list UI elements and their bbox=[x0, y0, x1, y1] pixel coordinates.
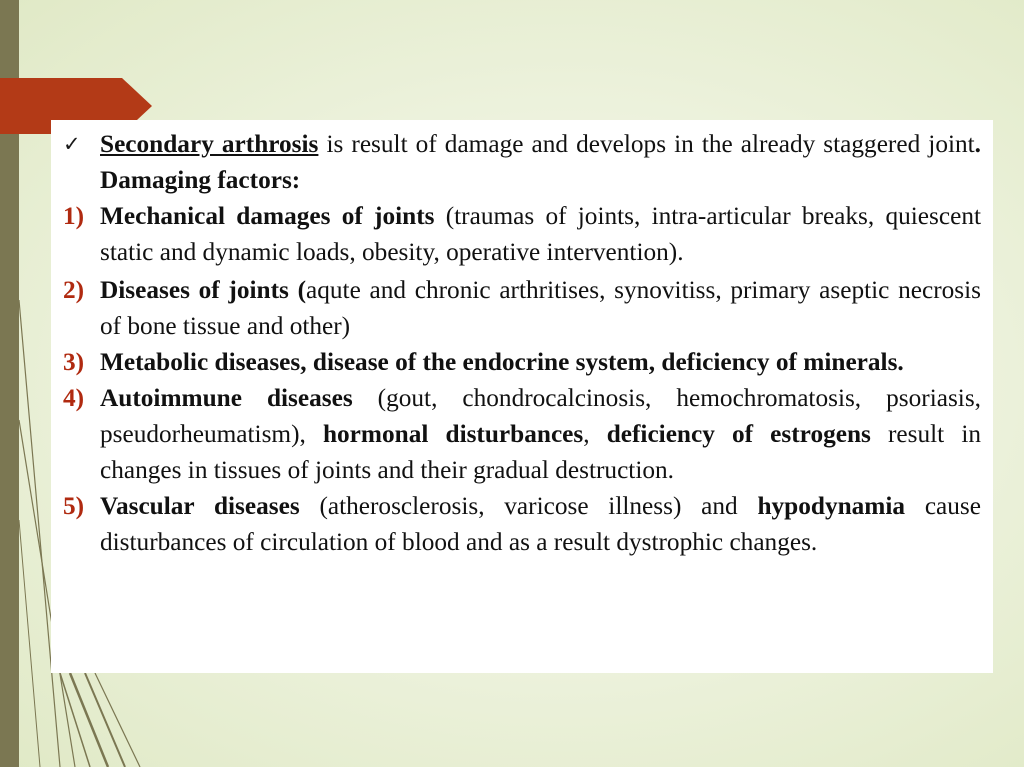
list-item-1 bbox=[63, 198, 981, 270]
intro-term: Secondary arthrosis bbox=[100, 130, 319, 158]
list-marker: 2) bbox=[63, 276, 85, 304]
item-text: (gout, chondrocalcinosis, hemochromatosis, psoriasis, pseudorheumatism), bbox=[100, 384, 981, 448]
item-bold: Metabolic diseases, disease of the endocrine system, deficiency of minerals. bbox=[100, 348, 904, 376]
intro-body: is result of damage and develops in the already staggered joint bbox=[318, 130, 975, 158]
item-text: (traumas of joints, intra-articular breaks, quiescent static and dynamic loads, obesity, operative intervention). bbox=[100, 202, 981, 266]
list-item-4 bbox=[63, 380, 981, 488]
list-marker: 4) bbox=[63, 384, 85, 412]
list-item-2 bbox=[63, 272, 981, 344]
item-text: result in changes in tissues of joints and their gradual destruction. bbox=[100, 420, 981, 484]
item-bold: Vascular diseases bbox=[100, 492, 300, 520]
item-text: aqute and chronic arthritises, synovitiss, primary aseptic necrosis of bone tissue and other) bbox=[100, 276, 981, 340]
item-text: cause disturbances of circulation of blood and as a result dystrophic changes. bbox=[100, 492, 981, 556]
item-bold: Mechanical damages of joints bbox=[100, 202, 435, 230]
item-bold: deficiency of estrogens bbox=[606, 420, 871, 448]
item-text: , bbox=[583, 420, 607, 448]
list-marker: 5) bbox=[63, 492, 85, 520]
check-icon: ✓ bbox=[63, 132, 81, 156]
intro-heading: . Damaging factors: bbox=[100, 130, 981, 194]
intro-text bbox=[100, 126, 981, 198]
item-text: (atherosclerosis, varicose illness) and bbox=[299, 492, 758, 520]
list-marker: 3) bbox=[63, 348, 85, 376]
list-item-3 bbox=[63, 344, 981, 380]
content-box bbox=[51, 120, 993, 673]
item-bold: hypodynamia bbox=[757, 492, 906, 520]
item-bold: Diseases of joints ( bbox=[100, 276, 307, 304]
item-bold: hormonal disturbances bbox=[322, 420, 584, 448]
intro-item bbox=[63, 126, 981, 198]
list-marker: 1) bbox=[63, 202, 85, 230]
list-item-5 bbox=[63, 488, 981, 560]
item-bold: Autoimmune diseases bbox=[100, 384, 353, 412]
